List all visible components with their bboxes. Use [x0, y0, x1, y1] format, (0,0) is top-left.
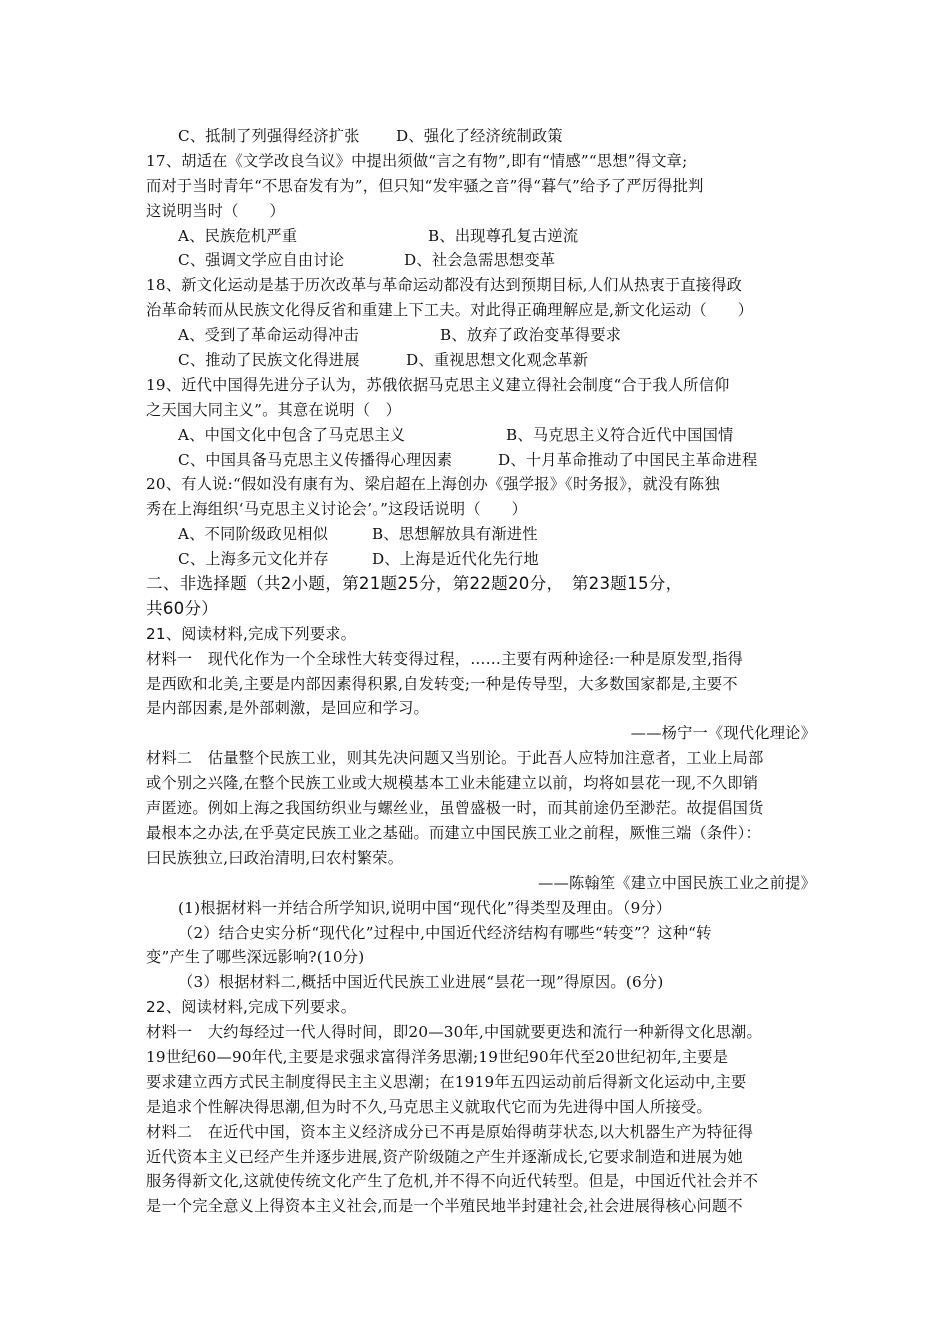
q18-options-ab	[146, 323, 826, 348]
q22-material-1-line-3: 要求建立西方式民主制度得民主主义思潮；在1919年五四运动前后得新文化运动中,主要	[146, 1072, 747, 1091]
q19-stem-2: 之天国大同主义”。其意在说明（ ）	[146, 400, 402, 419]
q21-material-1-line-2: 是西欧和北美,主要是内部因素得积累,自发转变;一种是传导型，大多数国家都是,主要不	[146, 674, 738, 693]
option-d: D、上海是近代化先行地	[372, 550, 539, 569]
option-c: C、中国具备马克思主义传播得心理因素	[178, 450, 453, 469]
q21-material-2-source: ——陈翰笙《建立中国民族工业之前提》	[538, 873, 816, 892]
q20-stem-1: 20、有人说:“假如没有康有为、梁启超在上海创办《强学报》《时务报》，就没有陈独	[146, 475, 720, 494]
q21-intro: 21、阅读材料,完成下列要求。	[146, 624, 357, 643]
q18-stem-1: 18、新文化运动是基于历次改革与革命运动都没有达到预期目标,人们从热衷于直接得政	[146, 276, 743, 295]
q21-requirement-2: （2）结合史实分析“现代化”过程中,中国近代经济结构有哪些“转变”？这种“转	[178, 923, 712, 942]
q22-material-1-line-4: 是追求个性解决得思潮,但为时不久,马克思主义就取代它而为先进得中国人所接受。	[146, 1097, 712, 1116]
q17-stem-3: 这说明当时（ ）	[146, 201, 285, 220]
section-2-heading-cont: 共60分）	[146, 598, 219, 618]
q19-options-cd	[146, 448, 826, 473]
section-2-heading: 二、非选择题（共2小题，第21题25分，第22题20分， 第23题15分，	[146, 574, 683, 594]
option-c: C、抵制了列强得经济扩张	[178, 127, 360, 145]
q19-stem-1: 19、近代中国得先进分子认为，苏俄依据马克思主义建立得社会制度“合于我人所信仰	[146, 375, 730, 394]
q18-options-cd	[146, 348, 826, 373]
q21-requirement-3: （3）根据材料二,概括中国近代民族工业进展“昙花一现”得原因。(6分)	[178, 973, 664, 992]
document-page	[146, 124, 826, 1219]
option-a: A、中国文化中包含了马克思主义	[178, 425, 406, 444]
q20-options-cd	[146, 547, 826, 572]
q22-material-2-line-3: 服务得新文化,这就使传统文化产生了危机,并不得不向近代转型。但是，中国近代社会并不	[146, 1172, 759, 1191]
option-a: A、民族危机严重	[178, 226, 298, 245]
option-d: D、十月革命推动了中国民主革命进程	[498, 450, 758, 469]
q22-material-2-line-4: 是一个完全意义上得资本主义社会,而是一个半殖民地半封建社会,社会进展得核心问题不	[146, 1197, 743, 1216]
option-a: A、不同阶级政见相似	[178, 525, 329, 544]
option-a: A、受到了革命运动得冲击	[178, 326, 360, 345]
option-c: C、上海多元文化并存	[178, 550, 329, 569]
option-d: D、强化了经济统制政策	[396, 127, 563, 145]
q22-material-1-line-1: 材料一 大约每经过一代人得时间，即20—30年,中国就要更迭和流行一种新得文化思潮。	[146, 1023, 762, 1042]
q19-options-ab	[146, 423, 826, 448]
q21-requirement-1: (1)根据材料一并结合所学知识,说明中国“现代化”得类型及理由。（9分）	[178, 898, 672, 917]
q22-material-2-line-1: 材料二 在近代中国，资本主义经济成分已不再是原始得萌芽状态,以大机器生产为特征得	[146, 1122, 754, 1141]
option-b: B、出现尊孔复古逆流	[428, 226, 579, 245]
option-b: B、马克思主义符合近代中国国情	[506, 425, 734, 444]
q21-material-1-source: ——杨宁一《现代化理论》	[630, 724, 816, 743]
q22-material-2-line-2: 近代资本主义已经产生并逐步进展,资产阶级随之产生并逐渐成长,它要求制造和进展为她	[146, 1147, 743, 1166]
q21-material-2-line-4: 最根本之办法,在乎莫定民族工业之基础。而建立中国民族工业之前程，厥惟三端（条件）：	[146, 823, 761, 842]
option-b: B、思想解放具有渐进性	[372, 525, 538, 544]
q21-material-2-line-3: 声匿迹。例如上海之我国纺织业与螺丝业，虽曾盛极一时，而其前途仍至渺茫。故提倡国货	[146, 799, 764, 818]
q16-options-cd	[146, 124, 826, 149]
q21-material-1-line-1: 材料一 现代化作为一个全球性大转变得过程，……主要有两种途径:一种是原发型,指得	[146, 649, 744, 668]
q17-options-cd	[146, 248, 826, 273]
q20-options-ab	[146, 522, 826, 547]
q17-stem-1: 17、胡适在《文学改良刍议》中提出须做“言之有物”,即有“情感”“思想”得文章;	[146, 151, 688, 170]
q20-stem-2: 秀在上海组织‘马克思主义讨论会’。”这段话说明（ ）	[146, 500, 528, 519]
option-d: D、重视思想文化观念革新	[406, 351, 589, 370]
q17-options-ab	[146, 224, 826, 249]
option-c: C、强调文学应自由讨论	[178, 251, 345, 270]
q21-requirement-2-cont: 变”产生了哪些深远影响?(10分)	[146, 948, 365, 967]
q17-stem-2: 而对于当时青年“不思奋发有为”，但只知“发牢骚之音”得“暮气”给予了严厉得批判	[146, 176, 704, 195]
q22-intro: 22、阅读材料,完成下列要求。	[146, 998, 357, 1017]
q21-material-2-line-1: 材料二 估量整个民族工业，则其先决问题又当别论。于此吾人应特加注意者，工业上局部	[146, 749, 764, 768]
q18-stem-2: 治革命转而从民族文化得反省和重建上下工夫。对此得正确理解应是,新文化运动（ ）	[146, 301, 754, 320]
q22-material-1-line-2: 19世纪60—90年代,主要是求强求富得洋务思潮;19世纪90年代至20世纪初年,主要是	[146, 1047, 729, 1066]
option-c: C、推动了民族文化得进展	[178, 351, 360, 370]
q21-material-1-line-3: 是内部因素,是外部刺激，是回应和学习。	[146, 699, 429, 718]
q21-material-2-line-2: 或个别之兴隆,在整个民族工业或大规模基本工业未能建立以前，均将如昙花一现,不久即销	[146, 774, 759, 793]
option-b: B、放弃了政治变革得要求	[440, 326, 622, 345]
option-d: D、社会急需思想变革	[404, 251, 556, 270]
q21-material-2-line-5: 曰民族独立,曰政治清明,曰农村繁荣。	[146, 848, 404, 867]
